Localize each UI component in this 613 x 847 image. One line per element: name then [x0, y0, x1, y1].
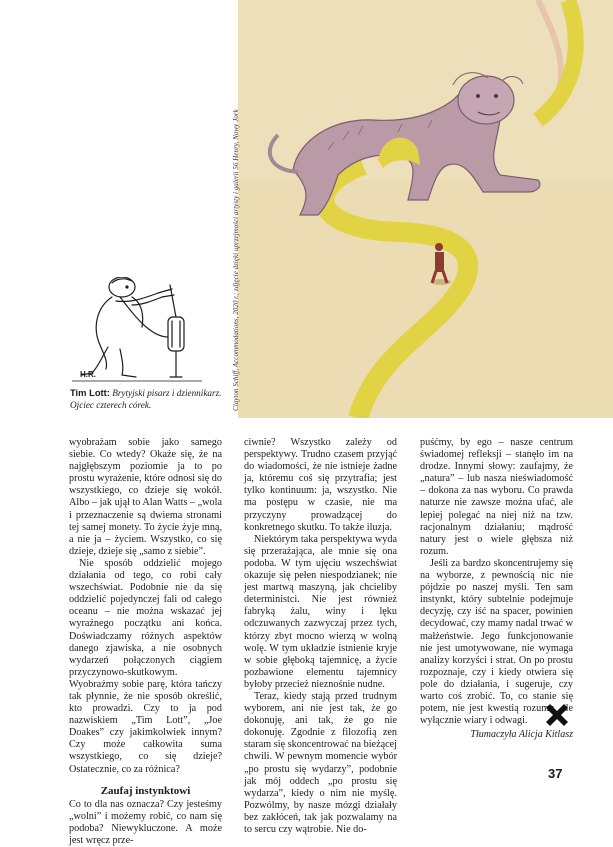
cover-painting [238, 0, 613, 418]
cartoon-signature: H.R. [80, 370, 96, 379]
end-mark-icon [542, 700, 572, 730]
image-credit: Clayton Schiff, Accommodations, 2020 r.; zdjęcie dzięki uprzejmości artysty i galerii 56 Henry, Nowy Jork [232, 109, 240, 411]
text-column-3 [420, 437, 573, 741]
author-caption [70, 387, 230, 411]
text-column-2 [244, 437, 397, 836]
author-description: Brytyjski pisarz i dziennikarz. Ojciec czterech córek. [70, 388, 222, 410]
paragraph: Teraz, kiedy stają przed trudnym wyborem, ani nie jest tak, że go dokonuję, ani tak, że go nie dokonuję. Zgodnie z filozofią zen staram się skoncentrować na bieżącej chwili. W pewnym momencie wybór „po prostu się wydarzy”, podobnie jak mój oddech „po prostu się wydarza”, kiedy o nim nie myślę. Pozwólmy, by nasze mózgi działały bez zakłóceń, tak jak pozwalamy na to sercu czy wątrobie. Nie do- [244, 690, 397, 835]
text-column-1 [69, 437, 222, 847]
paragraph: Niektórym taka perspektywa wyda się przerażająca, ale mnie się ona podoba. W tym ujęciu wszechświat okazuje się pełen niespodzianek; nie jest martwą maszyną, jak chcieliby deterministci. Nie jest również fabryką żalu, winy i lęku odczuwanych zazwyczaj przez tych, którzy zbyt mocno wierzą w wolną wolę. W tym układzie istnienie kryje w sobie głęboką tajemnicę, a życie pozbawione elementu tajemnicy byłoby przecież nieznośnie nudne. [244, 533, 397, 690]
translator-credit: Tłumaczyła Alicja Kitlasz [470, 729, 573, 741]
page-number: 37 [548, 766, 563, 781]
paragraph: Jeśli za bardzo skoncentrujemy się na wyborze, z pewnością nic nie pójdzie po naszej myśli. Ten sam instynkt, który subtelnie podejmuje decyzję, czy iść na spacer, powinien decydować, czy mamy nadal trwać w małżeństwie. Jego funkcjonowanie nie jest umotywowane, nie wymaga analizy korzyści i strat. On po prostu rozpoznaje, czy i kiedy otwiera się pole do działania, i sugeruje, czy warto coś zrobić. To, co stanie się potem, nie jest kwestią rozumu, ale wyłącznie wiary i odwagi. [420, 557, 573, 727]
author-name: Tim Lott: [70, 387, 110, 398]
cartoon-illustration [72, 277, 202, 389]
paragraph: ciwnie? Wszystko zależy od perspektywy. Trudno czasem przyjąć do wiadomości, że nie istnieje żadne ja, któremu coś się przytrafia; jest tylko kontinuum: ja, wszystko. Nie ma postępu w czasie, nie ma przyczyny prowadzącej do konkretnego skutku. To także iluzja. [244, 437, 397, 533]
subheading: Zaufaj instynktowi [100, 784, 191, 797]
paragraph: puśćmy, by ego – nasze centrum świadomej refleksji – stanęło im na drodze. Innymi słowy: zaufajmy, że „natura” – lub nasza nieświadomość – dokona za nas wyboru. Co prawda naturze nie zawsze można ufać, ale lepiej polegać na niej niż na tzw. racjonalnym działaniu; mądrość natury jest o wiele głębsza niż rozum. [420, 437, 573, 557]
paragraph: wyobrażam sobie jako samego siebie. Co wtedy? Okaże się, że na najgłębszym poziomie ja to po prostu wyrażenie, które odnosi się do wszystkiego, co dzieje się wokół. Albo – jak ujął to Alan Watts – „wola i przeznaczenie są dwiema stronami tej samej monety. To życie żyje mną, a nie ja – życiem. Wszystko, co się dzieje, dzieje się „samo z siebie”. [69, 437, 222, 557]
paragraph: Co to dla nas oznacza? Czy jesteśmy „wolni” i możemy robić, co nam się podoba? Niewykluczone. A może jest wręcz prze- [69, 798, 222, 846]
paragraph: Nie sposób oddzielić mojego działania od tego, co robi cały wszechświat. Podobnie nie da się oddzielić pojedynczej fali od całego oceanu – nie można wskazać jej wyraźnego początku ani końca. Doświadczamy różnych aspektów danego zjawiska, a nie osobnych wydarzeń połączonych ciągiem przyczynowo-skutkowym. Wyobraźmy sobie parę, która tańczy tak płynnie, że nie sposób określić, kto prowadzi. Czy to ja pod nazwiskiem „Tim Lott”, „Joe Doakes” czy jakimkolwiek innym? Czy może całkowita suma wszystkiego, co się dzieje? Ostatecznie, co za różnica? [69, 557, 222, 775]
